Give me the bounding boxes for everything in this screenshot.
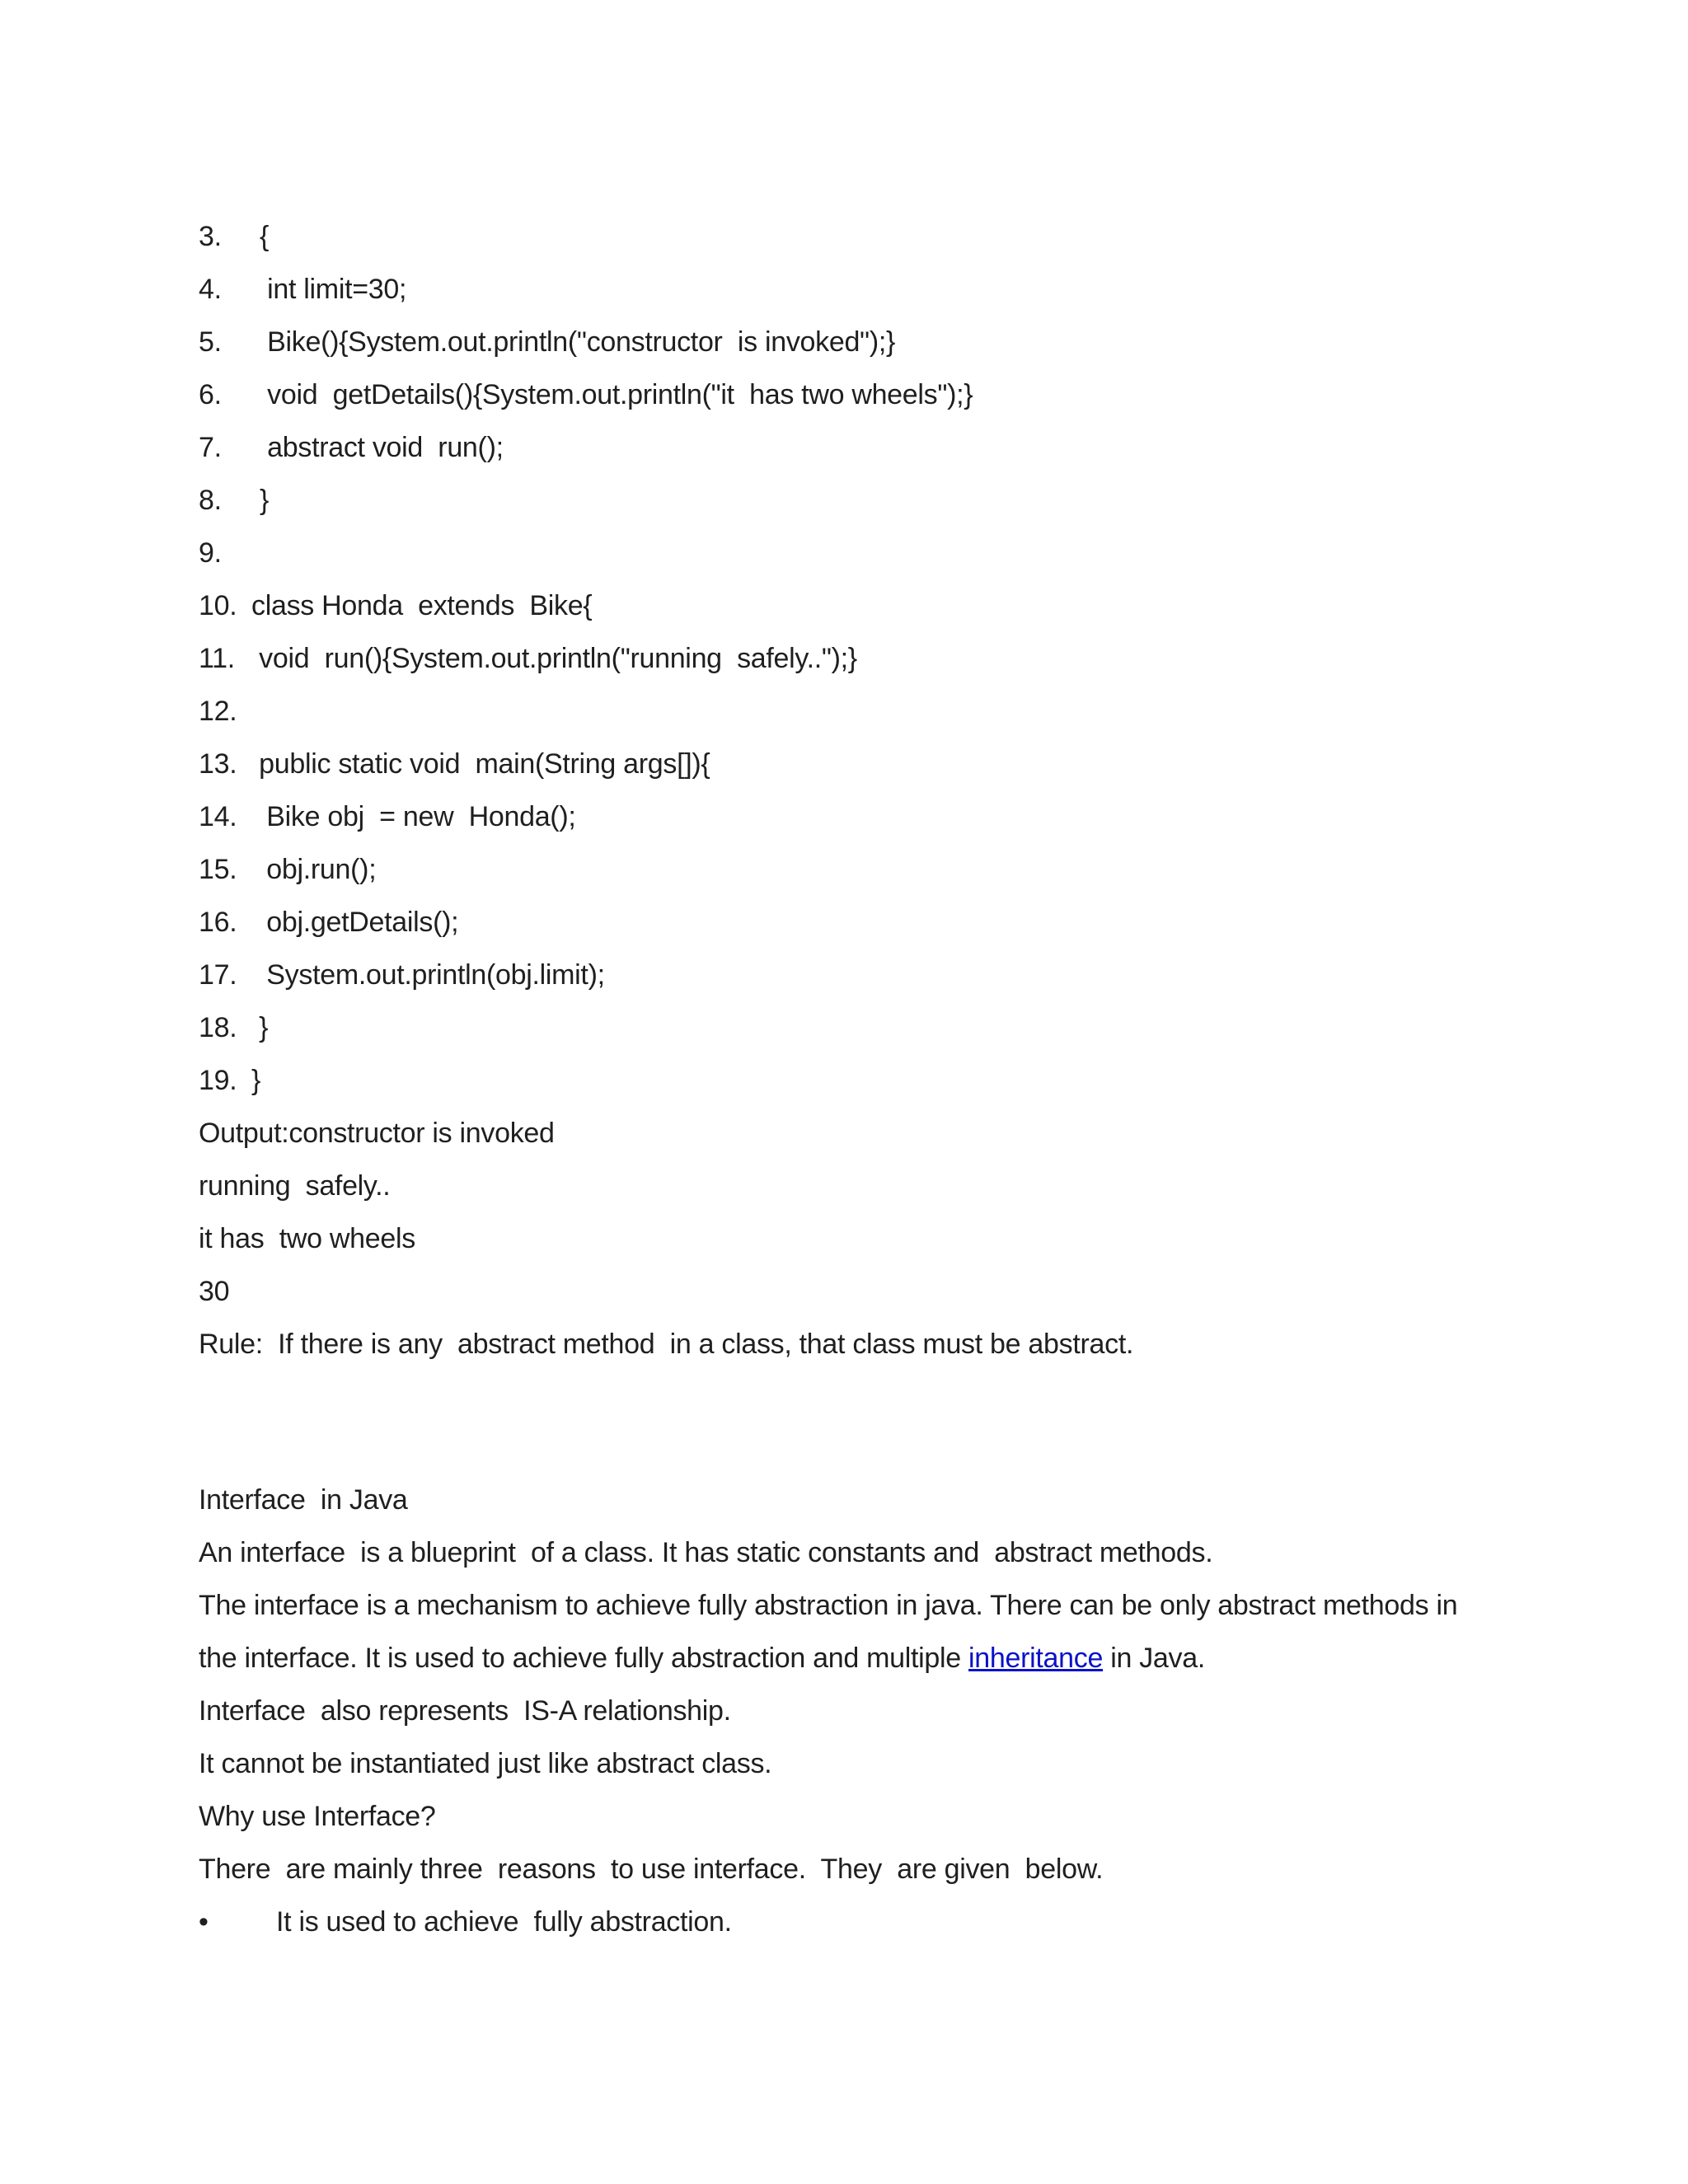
code-text: void getDetails(){System.out.println("it has two wheels");}: [260, 379, 973, 410]
code-text: }: [251, 1065, 261, 1096]
output-line: it has two wheels: [199, 1223, 415, 1254]
code-line-11: [199, 632, 1517, 685]
code-text: {: [260, 221, 270, 252]
paragraph-text: in Java.: [1103, 1643, 1205, 1674]
subheading: Why use Interface?: [199, 1801, 436, 1832]
code-text: abstract void run();: [260, 432, 504, 463]
line-number: 13.: [199, 748, 237, 780]
code-line-9: [199, 527, 1517, 579]
section-heading: Interface in Java: [199, 1484, 408, 1516]
code-text: class Honda extends Bike{: [251, 590, 593, 621]
line-number: 5.: [199, 326, 222, 358]
code-line-16: [199, 896, 1517, 949]
rule-text: Rule: If there is any abstract method in a class, that class must be abstract.: [199, 1329, 1134, 1360]
line-number: 3.: [199, 221, 222, 252]
output-line: running safely..: [199, 1170, 391, 1202]
line-number: 15.: [199, 854, 237, 885]
output-line: Output:constructor is invoked: [199, 1118, 555, 1149]
line-number: 19.: [199, 1065, 237, 1096]
code-line-3: [199, 210, 1517, 263]
code-line-13: [199, 738, 1517, 790]
output-line: 30: [199, 1276, 230, 1307]
code-line-4: [199, 263, 1517, 316]
code-line-7: [199, 421, 1517, 474]
code-text: void run(){System.out.println("running safely..");}: [251, 643, 857, 674]
code-line-8: [199, 474, 1517, 527]
line-number: 12.: [199, 696, 237, 727]
paragraph-with-link: [199, 1579, 1484, 1685]
line-number: 16.: [199, 907, 237, 938]
code-line-6: [199, 368, 1517, 421]
bullet-text: It is used to achieve fully abstraction.: [276, 1906, 732, 1938]
inheritance-link[interactable]: inheritance: [968, 1643, 1104, 1674]
bullet-icon: •: [199, 1906, 209, 1938]
line-number: 6.: [199, 379, 222, 410]
code-line-10: [199, 579, 1517, 632]
code-text: System.out.println(obj.limit);: [251, 959, 605, 991]
code-line-17: [199, 949, 1517, 1001]
line-number: 11.: [199, 643, 235, 674]
code-line-5: [199, 316, 1517, 368]
code-text: Bike obj = new Honda();: [251, 801, 576, 832]
document-content: [199, 210, 1517, 1948]
line-number: 4.: [199, 274, 222, 305]
line-number: 8.: [199, 485, 222, 516]
paragraph-text: The interface is a mechanism to achieve fully abstraction in java. There can be only abstract methods in the interface. It is used to achieve fully abstraction and multiple: [199, 1590, 1458, 1674]
line-number: 10.: [199, 590, 237, 621]
code-line-18: [199, 1001, 1517, 1054]
code-line-15: [199, 843, 1517, 896]
paragraph: There are mainly three reasons to use interface. They are given below.: [199, 1854, 1104, 1885]
code-text: int limit=30;: [260, 274, 407, 305]
code-text: }: [260, 485, 270, 516]
paragraph: Interface also represents IS-A relationship.: [199, 1695, 731, 1727]
line-number: 9.: [199, 537, 222, 569]
line-number: 18.: [199, 1012, 237, 1043]
code-text: obj.run();: [251, 854, 377, 885]
bullet-item: [199, 1896, 1517, 1948]
paragraph: It cannot be instantiated just like abstract class.: [199, 1748, 772, 1779]
code-text: obj.getDetails();: [251, 907, 459, 938]
code-text: public static void main(String args[]){: [251, 748, 710, 780]
code-line-14: [199, 790, 1517, 843]
paragraph: An interface is a blueprint of a class. It has static constants and abstract methods.: [199, 1537, 1213, 1568]
code-line-19: [199, 1054, 1517, 1107]
section-spacer: [199, 1371, 1517, 1474]
line-number: 14.: [199, 801, 237, 832]
line-number: 17.: [199, 959, 237, 991]
line-number: 7.: [199, 432, 222, 463]
code-line-12: [199, 685, 1517, 738]
code-text: }: [251, 1012, 269, 1043]
code-text: Bike(){System.out.println("constructor is invoked");}: [260, 326, 896, 358]
